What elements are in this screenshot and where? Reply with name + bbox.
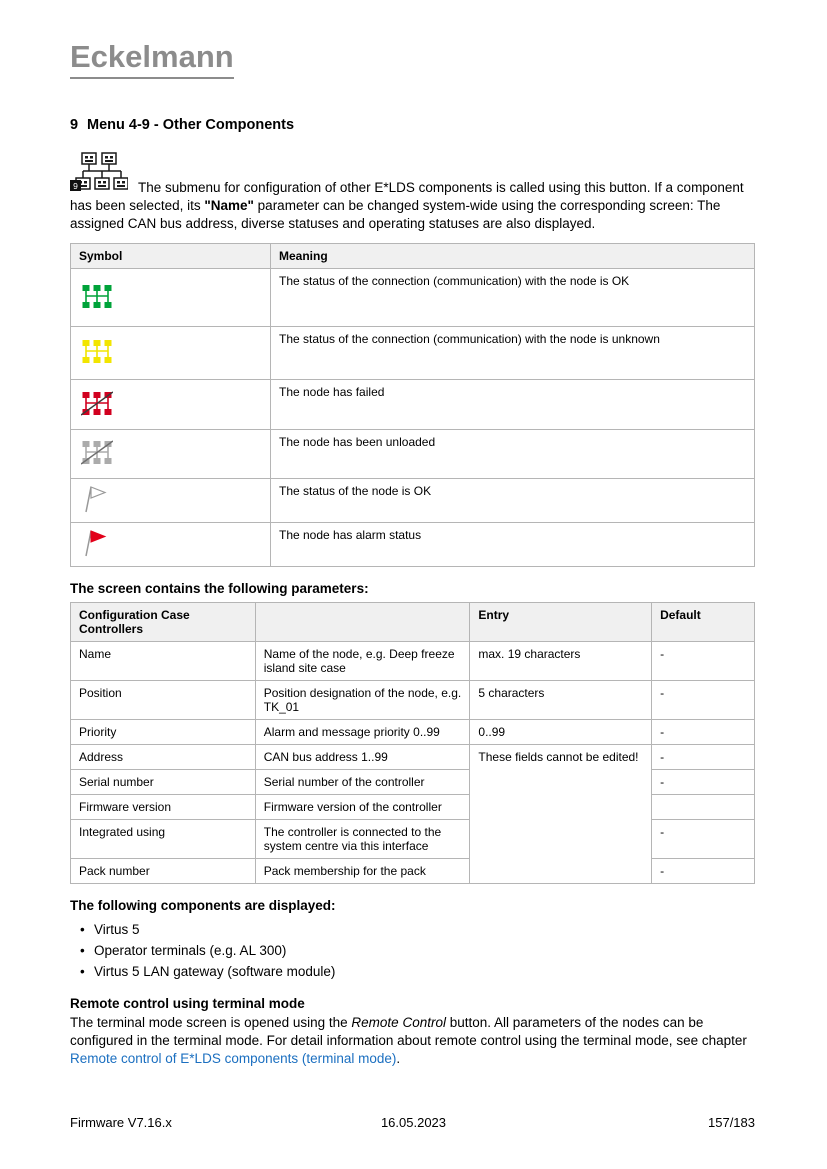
eckelmann-logo: Eckelmann: [70, 40, 234, 79]
param-desc-cell: Name of the node, e.g. Deep freeze island site case: [255, 642, 470, 681]
param-desc-cell: Alarm and message priority 0..99: [255, 720, 470, 745]
symbol-cell: [71, 269, 271, 327]
table-row: [71, 859, 755, 884]
entry-column-header: Entry: [470, 603, 652, 642]
param-name-cell: Name: [71, 642, 256, 681]
remote-text-1: The terminal mode screen is opened using the: [70, 1015, 352, 1031]
symbol-cell: [71, 327, 271, 380]
table-row: [71, 681, 755, 720]
table-row: [71, 430, 755, 479]
remote-control-heading: Remote control using terminal mode: [70, 996, 305, 1012]
intro-name-bold: "Name": [204, 198, 254, 214]
remote-control-paragraph: [70, 1014, 755, 1068]
symbol-cell: [71, 430, 271, 479]
components-list: [70, 919, 755, 982]
svg-text:9: 9: [73, 181, 78, 192]
table-row: [71, 720, 755, 745]
param-desc-cell: The controller is connected to the system centre via this interface: [255, 820, 470, 859]
param-entry-cell: 0..99: [470, 720, 652, 745]
meaning-cell: The node has alarm status: [271, 523, 755, 567]
param-default-cell: -: [652, 642, 755, 681]
remote-text-2: button. All parameters of the nodes can be configured in the terminal mode. For detail information about remote control using the terminal mode, see chapter: [70, 1015, 747, 1049]
list-item: • Operator terminals (e.g. AL 300): [70, 940, 755, 961]
footer-date: 16.05.2023: [380, 1115, 447, 1130]
param-desc-cell: Pack membership for the pack: [255, 859, 470, 884]
default-column-header: Default: [652, 603, 755, 642]
table-row: [71, 327, 755, 380]
param-default-cell: -: [652, 859, 755, 884]
param-desc-cell: Position designation of the node, e.g. TK_01: [255, 681, 470, 720]
flag-alarm-icon: [81, 528, 107, 558]
intro-text-2: parameter can be changed system-wide using the corresponding screen: The assigned CAN bus address, diverse statuses and operating statuses are also displayed.: [70, 198, 721, 232]
section-heading: [70, 117, 755, 133]
parameters-heading: The screen contains the following parameters:: [70, 581, 369, 597]
symbol-cell: [71, 523, 271, 567]
table-row: [71, 380, 755, 430]
meaning-cell: The status of the connection (communication) with the node is unknown: [271, 327, 755, 380]
table-row: [71, 820, 755, 859]
components-heading: The following components are displayed:: [70, 898, 336, 914]
node-unknown-icon: [81, 339, 113, 364]
meaning-cell: The node has failed: [271, 380, 755, 430]
table-header-row: [71, 244, 755, 269]
table-header-row: [71, 603, 755, 642]
description-column-header: [255, 603, 470, 642]
meaning-cell: The node has been unloaded: [271, 430, 755, 479]
flag-ok-icon: [81, 484, 107, 514]
list-item: • Virtus 5: [70, 919, 755, 940]
param-name-cell: Position: [71, 681, 256, 720]
list-item: • Virtus 5 LAN gateway (software module): [70, 961, 755, 982]
param-column-header: Configuration Case Controllers: [71, 603, 256, 642]
intro-text-1: The submenu for configuration of other E*LDS components is called using this button. If a component has been selected, its: [70, 180, 744, 214]
table-row: [71, 269, 755, 327]
meaning-cell: The status of the node is OK: [271, 479, 755, 523]
parameters-table: [70, 602, 755, 884]
table-row: [71, 479, 755, 523]
param-default-cell: -: [652, 770, 755, 795]
symbol-cell: [71, 479, 271, 523]
param-default-cell: -: [652, 745, 755, 770]
param-default-cell: [652, 795, 755, 820]
table-row: [71, 770, 755, 795]
section-title: Menu 4-9 - Other Components: [87, 117, 295, 134]
section-number: 9: [70, 117, 79, 134]
table-row: [71, 795, 755, 820]
param-name-cell: Integrated using: [71, 820, 256, 859]
param-desc-cell: Firmware version of the controller: [255, 795, 470, 820]
param-entry-cell: max. 19 characters: [470, 642, 652, 681]
param-name-cell: Address: [71, 745, 256, 770]
param-name-cell: Firmware version: [71, 795, 256, 820]
node-ok-icon: [81, 284, 113, 309]
remote-text-3: .: [396, 1051, 401, 1067]
param-name-cell: Serial number: [71, 770, 256, 795]
meaning-cell: The status of the connection (communication) with the node is OK: [271, 269, 755, 327]
page-header: [70, 40, 755, 79]
param-default-cell: -: [652, 720, 755, 745]
remote-control-button-ref: Remote Control: [351, 1015, 446, 1031]
param-default-cell: -: [652, 681, 755, 720]
param-desc-cell: CAN bus address 1..99: [255, 745, 470, 770]
other-components-menu-icon: [70, 151, 128, 192]
symbol-cell: [71, 380, 271, 430]
meaning-column-header: Meaning: [271, 244, 755, 269]
footer-page-number: 157/183: [708, 1115, 755, 1130]
chapter-link[interactable]: Remote control of E*LDS components (terminal mode): [70, 1051, 397, 1067]
node-unloaded-icon: [81, 440, 113, 465]
param-name-cell: Pack number: [71, 859, 256, 884]
footer-firmware-version: Firmware V7.16.x: [70, 1115, 172, 1130]
param-name-cell: Priority: [71, 720, 256, 745]
table-row: [71, 642, 755, 681]
intro-paragraph: [70, 151, 755, 233]
symbol-meaning-table: [70, 243, 755, 567]
param-default-cell: -: [652, 820, 755, 859]
table-row: [71, 745, 755, 770]
param-desc-cell: Serial number of the controller: [255, 770, 470, 795]
param-entry-cell: 5 characters: [470, 681, 652, 720]
param-entry-merged-cell: These fields cannot be edited!: [470, 745, 652, 884]
table-row: [71, 523, 755, 567]
symbol-column-header: Symbol: [71, 244, 271, 269]
node-failed-icon: [81, 391, 113, 416]
